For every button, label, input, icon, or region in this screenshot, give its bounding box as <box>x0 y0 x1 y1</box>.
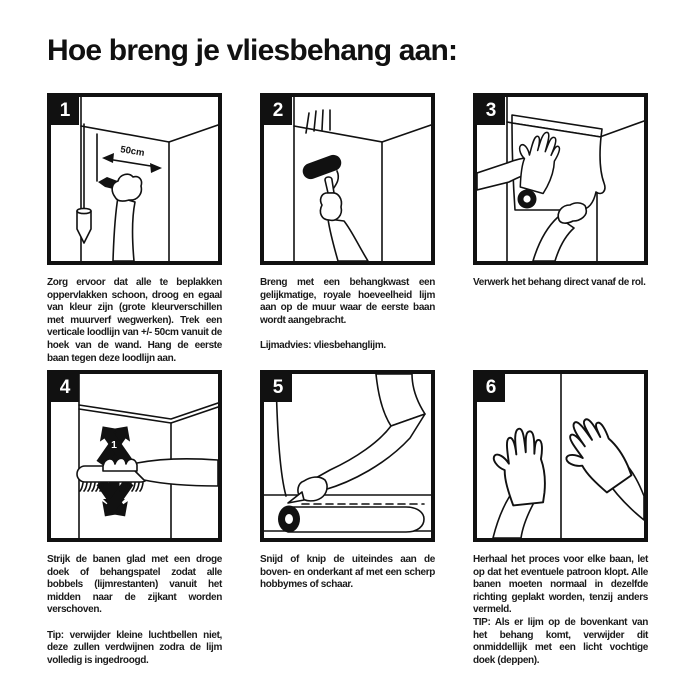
arrow-number-3: 3 <box>86 489 98 503</box>
caption-text: Snijd of knip de uiteindes aan de boven- en onderkant af met een scherp hobbymes of schaar. <box>260 554 435 591</box>
measure-arrow-icon <box>102 144 162 173</box>
steps-grid <box>47 93 649 666</box>
caption-tip-text: Tip: verwijder kleine luchtbellen niet, deze zullen verdwijnen zodra de lijm volledig is ingedroogd. <box>47 629 222 666</box>
step-panel-4 <box>47 370 222 666</box>
cutting-arm-icon <box>288 374 425 503</box>
step-panel-6 <box>473 370 648 666</box>
step-panel-3 <box>473 93 648 370</box>
plumb-bob-icon <box>77 124 91 243</box>
step-number-badge: 1 <box>51 97 79 125</box>
hand-with-pencil-icon <box>98 174 142 261</box>
step-3-figure <box>473 93 648 265</box>
page-title: Hoe breng je vliesbehang aan: <box>47 34 458 67</box>
step-caption <box>260 554 435 592</box>
caption-text: Strijk de banen glad met een droge doek of behangspatel zodat alle bobbels (lijmrestanten) vanuit het midden naar de zijkant worden verschoven. <box>47 554 222 616</box>
arrow-number-4: 4 <box>133 489 145 503</box>
step-number-badge: 2 <box>264 97 292 125</box>
paint-roller-icon <box>300 153 343 192</box>
room-corner-lines <box>79 374 218 538</box>
caption-text: Zorg ervoor dat alle te beplakken oppervlakken schoon, droog en egaal van kleur zijn (grote kleurverschillen met muurverf wegwerken). Trek een verticale loodlijn van +/- 50cm vanuit de hoek van de wand. Hang de eerste baan tegen deze loodlijn aan. <box>47 277 222 364</box>
caption-text: Breng met een behangkwast een gelijkmatige, royale hoeveelheid lijm aan op de muur waar de eerste baan wordt aangebracht. <box>260 277 435 326</box>
caption-text: Herhaal het proces voor elke baan, let op dat het eventuele patroon klopt. Alle banen moeten normaal in dezelfde richting geplakt worden, tenzij anders vermeld. <box>473 554 648 616</box>
right-pressing-hand-icon <box>552 411 644 520</box>
step-number-badge: 6 <box>477 374 505 402</box>
step-caption <box>47 554 222 667</box>
step-panel-1 <box>47 93 222 370</box>
step-2-figure <box>260 93 435 265</box>
step-1-figure <box>47 93 222 265</box>
arrow-number-2: 2 <box>84 443 96 457</box>
step-panel-2 <box>260 93 435 370</box>
step-number-badge: 4 <box>51 374 79 402</box>
hand-holding-roller-icon <box>320 177 368 261</box>
step-caption <box>473 554 648 667</box>
step-panel-5 <box>260 370 435 647</box>
caption-tip-text: Lijmadvies: vliesbehanglijm. <box>260 339 386 351</box>
step-number-badge: 5 <box>264 374 292 402</box>
wallpaper-roll-icon <box>278 506 424 533</box>
arrow-number-5: 5 <box>134 443 146 457</box>
left-pressing-hand-icon <box>491 427 548 538</box>
arrow-number-1: 1 <box>111 439 117 451</box>
room-corner-lines <box>81 97 218 261</box>
holding-arm-icon <box>533 203 586 261</box>
measure-label: 50cm <box>119 144 146 159</box>
step-caption <box>260 277 435 353</box>
wallpaper-roll-end-icon <box>518 190 537 209</box>
step-caption <box>473 277 648 290</box>
step-6-figure <box>473 370 648 542</box>
utility-knife-icon <box>288 492 304 503</box>
caption-text: Verwerk het behang direct vanaf de rol. <box>473 277 646 288</box>
caption-tip-text: TIP: Als er lijm op de bovenkant van het behang komt, verwijder dit onmiddellijk met een licht vochtige doek (deppen). <box>473 616 648 666</box>
step-4-figure <box>47 370 222 542</box>
step-5-figure <box>260 370 435 542</box>
step-caption <box>47 277 222 365</box>
step-number-badge: 3 <box>477 97 505 125</box>
